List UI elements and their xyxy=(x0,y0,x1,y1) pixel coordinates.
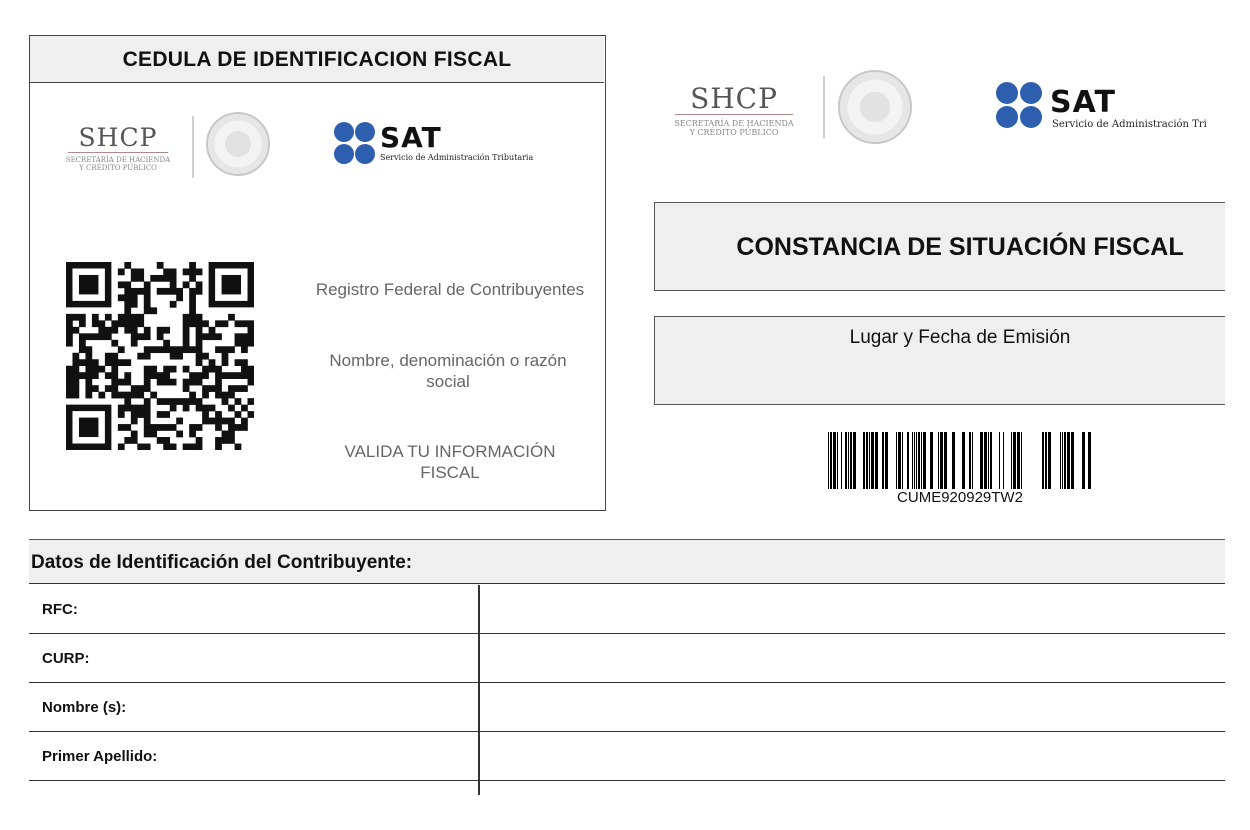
qr-code xyxy=(66,262,254,450)
sat-logo-large xyxy=(994,82,1234,134)
sat-dot-icon xyxy=(1020,82,1042,104)
shcp-subline-2: Y CRÉDITO PÚBLICO xyxy=(79,163,157,172)
cedula-card xyxy=(29,35,606,511)
table-row xyxy=(29,585,1225,634)
shcp-logo-large xyxy=(668,84,800,148)
table-row xyxy=(29,634,1225,683)
barcode xyxy=(828,432,1092,489)
table-row-partial xyxy=(29,781,1225,795)
sat-dot-icon xyxy=(334,122,354,142)
row-label: Nombre (s): xyxy=(42,699,127,716)
shcp-subline-1: SECRETARÍA DE HACIENDA xyxy=(674,119,794,128)
national-seal-icon xyxy=(838,70,912,144)
sat-dot-icon xyxy=(355,144,375,164)
lugar-fecha-label: Lugar y Fecha de Emisión xyxy=(849,327,1071,348)
column-divider xyxy=(478,634,480,682)
sat-subtitle: Servicio de Administración Tri xyxy=(1052,119,1207,130)
valida-label: VALIDA TU INFORMACIÓN FISCAL xyxy=(344,442,556,482)
logo-divider xyxy=(192,116,194,178)
column-divider xyxy=(478,732,480,780)
qr-finder-pattern xyxy=(66,405,111,450)
sat-dot-icon xyxy=(996,82,1018,104)
qr-finder-pattern xyxy=(66,262,111,307)
table-row xyxy=(29,683,1225,732)
logo-divider xyxy=(823,76,825,138)
barcode-text: CUME920929TW2 xyxy=(897,489,1023,506)
sat-dot-icon xyxy=(355,122,375,142)
sat-logo-text: SAT xyxy=(1050,85,1116,120)
row-label: RFC: xyxy=(42,601,78,618)
sat-dot-icon xyxy=(334,144,354,164)
shcp-logo-text: SHCP xyxy=(68,124,168,153)
shcp-logo xyxy=(58,124,178,184)
column-divider xyxy=(478,585,480,633)
sat-logo xyxy=(334,122,574,172)
national-seal-icon xyxy=(206,112,270,176)
shcp-subline-1: SECRETARÍA DE HACIENDA xyxy=(65,156,171,164)
lugar-fecha-box xyxy=(654,316,1225,405)
nombre-label: Nombre, denominación o razón social xyxy=(329,351,567,391)
cedula-title: CEDULA DE IDENTIFICACION FISCAL xyxy=(30,36,604,83)
row-label: CURP: xyxy=(42,650,90,667)
rfc-label: Registro Federal de Contribuyentes xyxy=(315,280,585,299)
row-label: Primer Apellido: xyxy=(42,748,158,765)
sat-subtitle: Servicio de Administración Tributaria xyxy=(380,153,534,162)
sat-logo-text: SAT xyxy=(380,121,442,154)
column-divider xyxy=(478,683,480,731)
constancia-title-box xyxy=(654,202,1225,291)
sat-dot-icon xyxy=(1020,106,1042,128)
column-divider xyxy=(478,781,480,795)
shcp-subline-2: Y CRÉDITO PÚBLICO xyxy=(689,127,779,137)
shcp-logo-text: SHCP xyxy=(675,84,793,115)
qr-finder-pattern xyxy=(209,262,254,307)
table-row xyxy=(29,732,1225,781)
sat-dot-icon xyxy=(996,106,1018,128)
datos-header: Datos de Identificación del Contribuyente: xyxy=(29,539,1225,584)
constancia-title: CONSTANCIA DE SITUACIÓN FISCAL xyxy=(736,233,1184,261)
